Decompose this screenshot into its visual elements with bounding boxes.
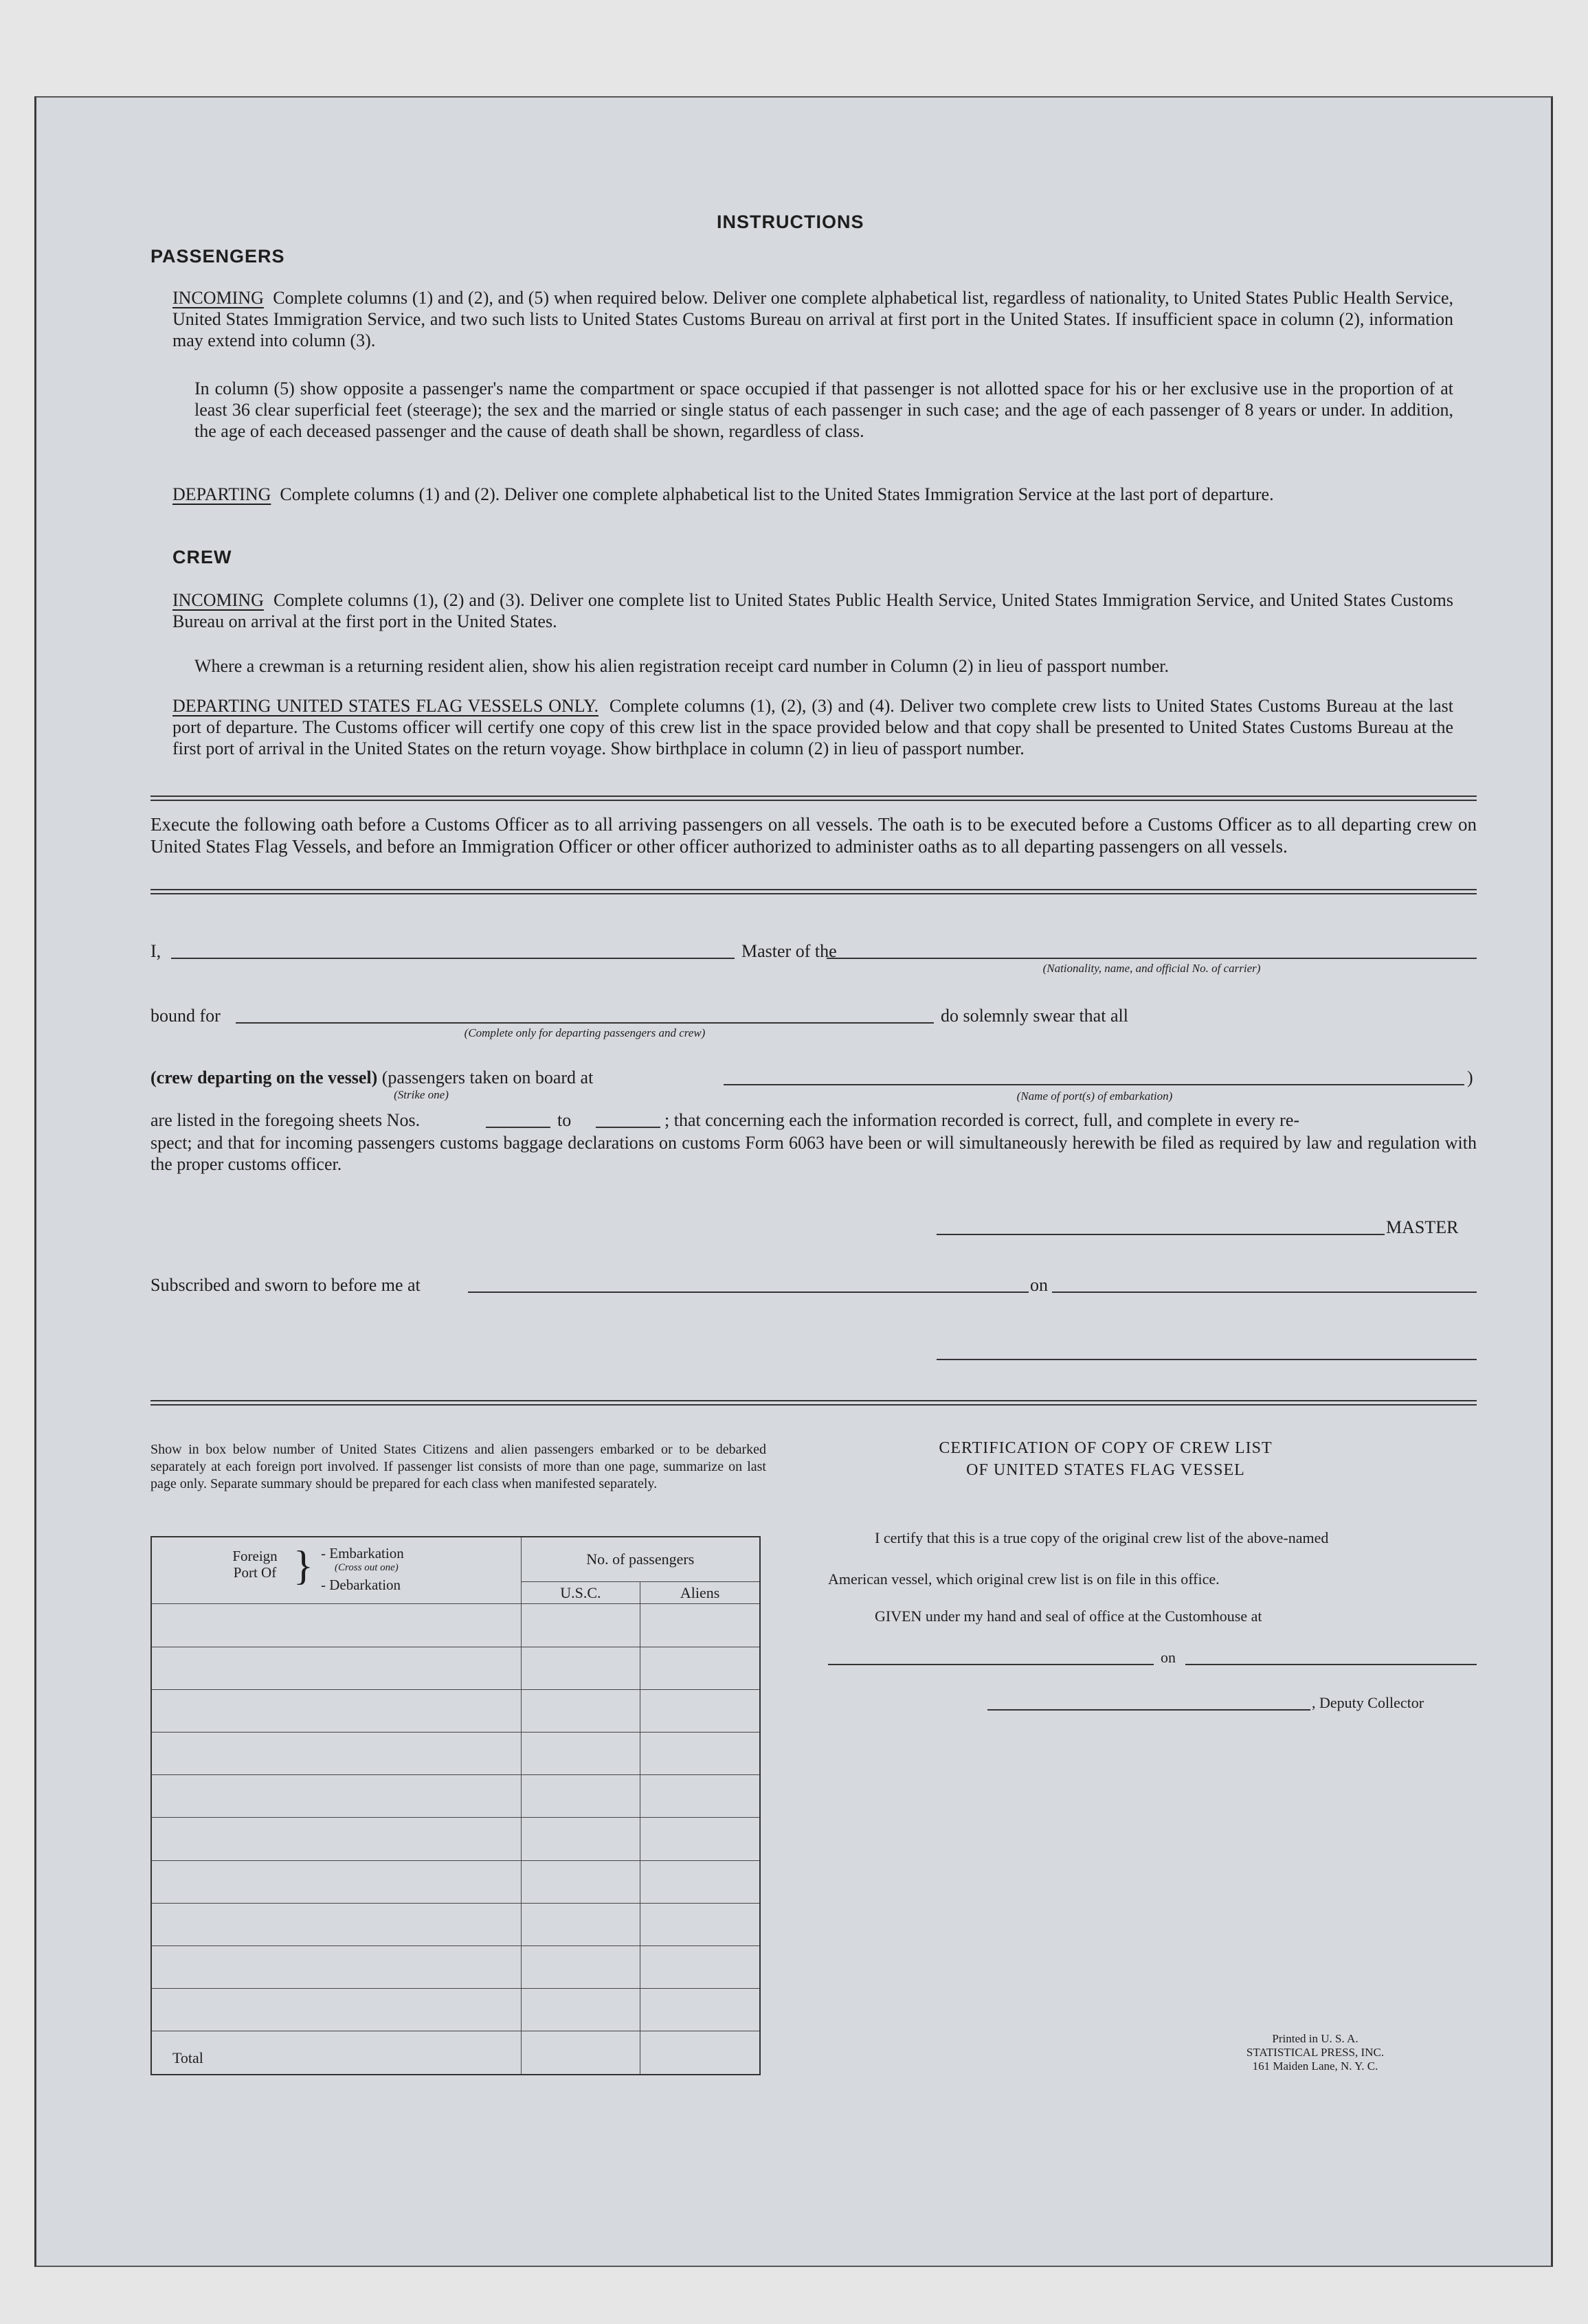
column5-paragraph: In column (5) show opposite a passenger's name the compartment or space occupied if that passenger is not allotted space for his or her exclusive use in the proportion of at least 36 clear superficial feet (steerage); the sex and the married or single status of each passenger in such case; and the age of each passenger of 8 years or under. In addition, the age of each deceased passenger and the cause of death shall be shown, regardless of class. <box>194 379 1453 441</box>
usc-cell[interactable] <box>521 1989 640 2031</box>
aliens-total-cell[interactable] <box>640 2031 760 2075</box>
sheet-from-field[interactable] <box>486 1127 550 1128</box>
section-divider <box>150 1400 1477 1406</box>
usc-cell[interactable] <box>521 1860 640 1903</box>
crew-incoming-label: INCOMING <box>172 590 264 610</box>
port-cell[interactable] <box>151 1604 521 1647</box>
usc-cell[interactable] <box>521 1945 640 1988</box>
port-cell[interactable] <box>151 1689 521 1732</box>
port-cell[interactable] <box>151 1732 521 1774</box>
printer-line3: 161 Maiden Lane, N. Y. C. <box>1252 2060 1378 2073</box>
baggage-declaration-text: spect; and that for incoming passengers customs baggage declarations on customs Form 6063 have been or will simultaneously herewith be filed as required by law and regulation with the proper customs officer. <box>150 1133 1477 1174</box>
ports-embarkation-field[interactable] <box>724 1084 1464 1085</box>
form-sheet <box>34 96 1553 2267</box>
aliens-cell[interactable] <box>640 1818 760 1860</box>
passengers-departing-paragraph <box>172 484 1453 505</box>
master-signature-field[interactable] <box>937 1234 1385 1235</box>
usc-cell[interactable] <box>521 1775 640 1818</box>
aliens-cell[interactable] <box>640 1989 760 2031</box>
oath-execute-text: Execute the following oath before a Customs Officer as to all arriving passengers on all vessels. The oath is to be executed before a Customs Officer as to all departing crew on United States Flag Vessels, and before an Immigration Officer or other officer authorized to administer oaths as to all departing passengers on all vessels. <box>150 814 1477 857</box>
port-cell[interactable] <box>151 1903 521 1945</box>
section-divider <box>150 889 1477 894</box>
certification-title-line1: CERTIFICATION OF COPY OF CREW LIST <box>939 1439 1273 1457</box>
usc-total-cell[interactable] <box>521 2031 640 2075</box>
crewman-paragraph: Where a crewman is a returning resident alien, show his alien registration receipt card number in Column (2) in lieu of passport number. <box>194 656 1170 676</box>
sheets-prefix: are listed in the foregoing sheets Nos. <box>150 1110 421 1130</box>
ports-caption: (Name of port(s) of embarkation) <box>1016 1090 1173 1103</box>
port-header-cell <box>151 1537 521 1604</box>
certification-date-field[interactable] <box>1185 1664 1477 1665</box>
crew-incoming-text: Complete columns (1), (2) and (3). Deliver one complete list to United States Public Health Service, United States Immigration Service, and United States Customs Bureau on arrival at the first port in the United States. <box>172 590 1453 631</box>
flag-vessels-text: Complete columns (1), (2), (3) and (4). Deliver two complete crew lists to United States Customs Bureau at the last port of departure. The Customs officer will certify one copy of this crew list in the space provided below and that copy shall be presented to United States Customs Bureau at the first port of arrival in the United States on the return voyage. Show birthplace in column (2) in lieu of passport number. <box>172 696 1453 758</box>
customhouse-field[interactable] <box>828 1664 1154 1665</box>
printer-imprint <box>1202 2032 1429 2073</box>
passengers-departing-text: Complete columns (1) and (2). Deliver one complete alphabetical list to the United States Immigration Service at the last port of departure. <box>280 484 1274 504</box>
usc-cell[interactable] <box>521 1689 640 1732</box>
swear-label: do solemnly swear that all <box>941 1006 1128 1026</box>
i-label: I, <box>150 941 161 961</box>
sheets-to-label: to <box>557 1110 572 1130</box>
close-paren: ) <box>1467 1068 1473 1087</box>
subscribed-on-label: on <box>1030 1275 1048 1295</box>
passengers-departing-label: DEPARTING <box>172 484 271 504</box>
certification-title <box>858 1437 1353 1481</box>
aliens-cell[interactable] <box>640 1945 760 1988</box>
usc-header: U.S.C. <box>521 1581 640 1604</box>
certify-text: I certify that this is a true copy of the original crew list of the above-named <box>875 1529 1329 1546</box>
passengers-incoming-label: INCOMING <box>172 288 264 308</box>
master-label: MASTER <box>1386 1217 1459 1237</box>
foreign-port-of: Foreign Port Of <box>232 1548 278 1581</box>
aliens-cell[interactable] <box>640 1604 760 1647</box>
american-vessel-text: American vessel, which original crew list is on file in this office. <box>828 1570 1220 1588</box>
subscribed-date-field[interactable] <box>1052 1291 1477 1293</box>
printer-line1: Printed in U. S. A. <box>1272 2032 1358 2045</box>
printer-line2: STATISTICAL PRESS, INC. <box>1246 2046 1385 2059</box>
brace-icon: } <box>293 1543 313 1589</box>
carrier-caption: (Nationality, name, and official No. of carrier) <box>1042 962 1261 975</box>
bound-for-field[interactable] <box>236 1022 934 1024</box>
embarkation-label: - Embarkation <box>321 1545 404 1562</box>
port-cell[interactable] <box>151 1945 521 1988</box>
section-divider <box>150 796 1477 801</box>
sheet-to-field[interactable] <box>596 1127 660 1128</box>
passengers-incoming-text: Complete columns (1) and (2), and (5) when required below. Deliver one complete alphabetical list, regardless of nationality, to United States Public Health Service, United States Immigration Service, and two such lists to United States Customs Bureau on arrival at first port in the United States. If insufficient space in column (2), information may extend into column (3). <box>172 288 1454 350</box>
no-passengers-header: No. of passengers <box>521 1537 760 1581</box>
subscribed-place-field[interactable] <box>468 1291 1029 1293</box>
given-text: GIVEN under my hand and seal of office at the Customhouse at <box>875 1607 1262 1625</box>
passengers-taken-label: (passengers taken on board at <box>381 1068 594 1087</box>
aliens-cell[interactable] <box>640 1775 760 1818</box>
usc-cell[interactable] <box>521 1732 640 1774</box>
master-name-field[interactable] <box>171 958 735 959</box>
crew-incoming-paragraph <box>172 589 1453 632</box>
debarkation-label: - Debarkation <box>321 1577 401 1594</box>
usc-cell[interactable] <box>521 1647 640 1689</box>
strike-caption: (Strike one) <box>394 1088 449 1101</box>
crew-passengers-line <box>150 1068 593 1088</box>
deputy-signature-field[interactable] <box>987 1709 1310 1711</box>
aliens-cell[interactable] <box>640 1903 760 1945</box>
bound-for-caption: (Complete only for departing passengers and crew) <box>464 1026 706 1039</box>
port-cell[interactable] <box>151 1818 521 1860</box>
bound-for-label: bound for <box>150 1006 221 1026</box>
master-of-label: Master of the <box>741 941 837 961</box>
subscribed-label: Subscribed and sworn to before me at <box>150 1275 421 1295</box>
port-cell[interactable] <box>151 1860 521 1903</box>
usc-cell[interactable] <box>521 1604 640 1647</box>
crew-heading: CREW <box>172 547 232 567</box>
instructions-title: INSTRUCTIONS <box>717 212 864 232</box>
total-label: Total <box>151 2031 521 2075</box>
carrier-field[interactable] <box>827 958 1477 959</box>
passengers-heading: PASSENGERS <box>150 246 285 267</box>
cross-out-label: (Cross out one) <box>335 1562 399 1574</box>
flag-vessels-paragraph <box>172 695 1453 759</box>
aliens-cell[interactable] <box>640 1647 760 1689</box>
aliens-cell[interactable] <box>640 1860 760 1903</box>
officer-signature-field[interactable] <box>937 1359 1477 1360</box>
summary-instructions: Show in box below number of United States Citizens and alien passengers embarked or to be debarked separately at each foreign port involved. If passenger list consists of more than one page, summarize on last page only. Separate summary should be prepared for each class when manifested separately. <box>150 1442 766 1491</box>
certification-title-line2: OF UNITED STATES FLAG VESSEL <box>966 1461 1245 1479</box>
port-cell[interactable] <box>151 1647 521 1689</box>
usc-cell[interactable] <box>521 1818 640 1860</box>
passengers-incoming-paragraph <box>172 287 1453 351</box>
port-cell[interactable] <box>151 1775 521 1818</box>
usc-cell[interactable] <box>521 1903 640 1945</box>
aliens-cell[interactable] <box>640 1689 760 1732</box>
sheets-suffix: ; that concerning each the information recorded is correct, full, and complete in every re- <box>664 1110 1300 1130</box>
flag-vessels-label: DEPARTING UNITED STATES FLAG VESSELS ONLY. <box>172 696 599 716</box>
aliens-header: Aliens <box>640 1581 760 1604</box>
aliens-cell[interactable] <box>640 1732 760 1774</box>
port-cell[interactable] <box>151 1989 521 2031</box>
deputy-collector-label: , Deputy Collector <box>1312 1694 1424 1711</box>
passenger-summary-table <box>150 1536 761 2075</box>
certification-on-label: on <box>1161 1649 1176 1666</box>
crew-departing-label: (crew departing on the vessel) <box>150 1068 378 1087</box>
